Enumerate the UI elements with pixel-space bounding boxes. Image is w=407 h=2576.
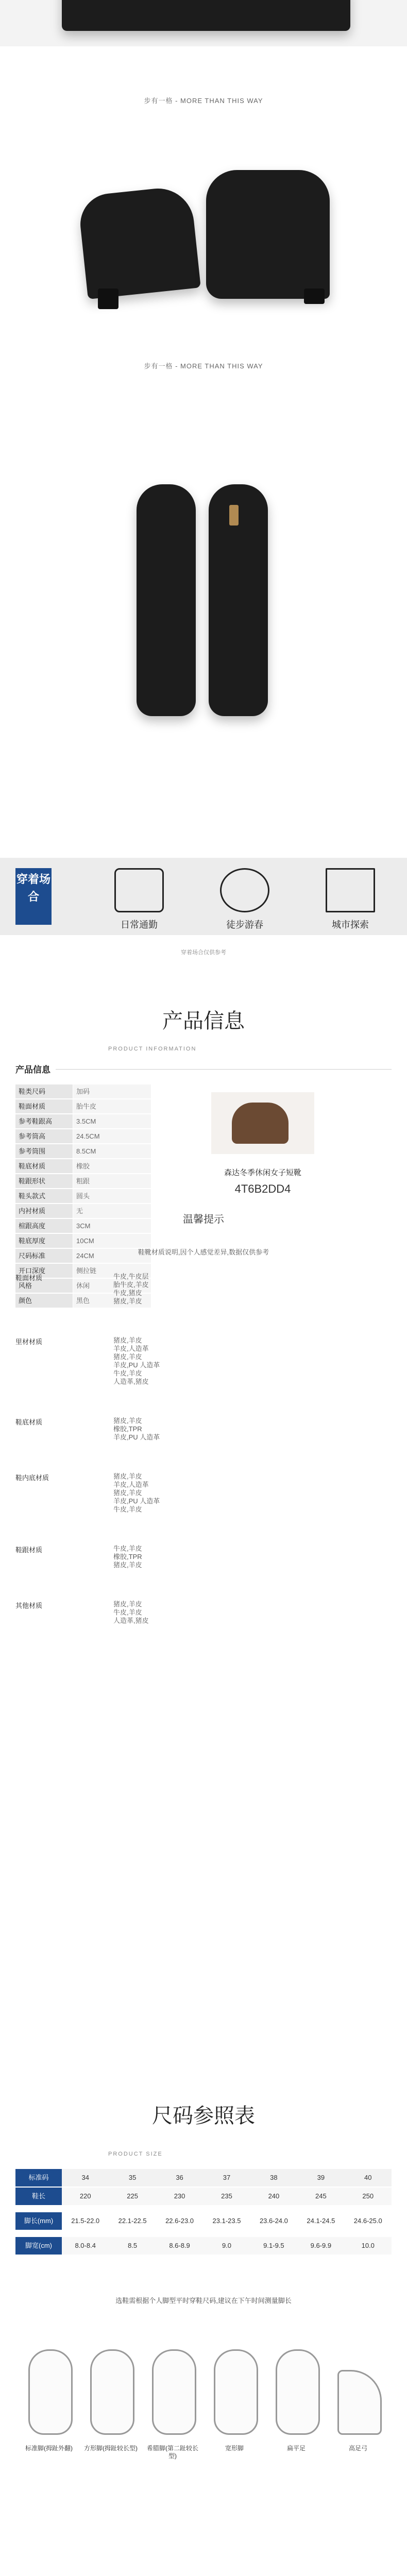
size-row-label: 鞋长 xyxy=(15,2188,62,2205)
info-value: 侧拉链 xyxy=(73,1264,151,1278)
foot-label: 方形脚(拇趾较长型) xyxy=(84,2445,138,2452)
size-cell: 8.6-8.9 xyxy=(156,2237,203,2255)
info-value: 无 xyxy=(73,1204,151,1218)
info-key: 鞋底材质 xyxy=(15,1159,73,1173)
foot-outline-icon xyxy=(28,2349,73,2435)
info-key: 开口深度 xyxy=(15,1264,73,1278)
info-row xyxy=(15,1114,149,1128)
material-line: 猪皮,羊皮 xyxy=(113,1417,142,1425)
material-line: 羊皮,人造革 xyxy=(113,1345,149,1352)
foot-label: 宽形脚 xyxy=(225,2445,244,2452)
info-value: 8.5CM xyxy=(73,1144,151,1158)
product-photo-3 xyxy=(0,402,407,809)
scenes-footnote: 穿着场合仅供参考 xyxy=(181,950,226,956)
info-key: 鞋底厚度 xyxy=(15,1234,73,1248)
size-cell: 245 xyxy=(297,2188,344,2205)
info-value: 胎牛皮 xyxy=(73,1099,151,1113)
material-line: 橡胶,TPR xyxy=(113,1425,142,1433)
travel-palm-icon xyxy=(220,868,269,912)
info-key: 参考鞋跟高 xyxy=(15,1114,73,1128)
material-category: 其他材质 xyxy=(15,1602,43,1609)
info-row xyxy=(15,1084,149,1098)
material-line: 胎牛皮,羊皮 xyxy=(113,1281,149,1289)
info-row xyxy=(15,1144,149,1158)
material-line: 猪皮,羊皮 xyxy=(113,1561,142,1569)
warm-intro: 鞋靴材质说明,因个人感觉差异,数据仅供参考 xyxy=(138,1248,269,1256)
size-table-subtitle: PRODUCT SIZE xyxy=(108,2151,163,2157)
material-line: 牛皮,牛皮层 xyxy=(113,1273,149,1280)
product-info-subtitle: PRODUCT INFORMATION xyxy=(108,1046,197,1052)
info-value: 加码 xyxy=(73,1084,151,1098)
product-thumb xyxy=(211,1092,314,1154)
material-line: 猪皮,羊皮 xyxy=(113,1489,142,1497)
info-row xyxy=(15,1234,149,1248)
info-value: 3.5CM xyxy=(73,1114,151,1128)
material-category: 鞋内底材质 xyxy=(15,1474,49,1482)
size-cell: 10.0 xyxy=(345,2237,392,2255)
foot-label: 希腊脚(第二趾较长型) xyxy=(147,2445,198,2460)
material-line: 羊皮,PU 人造革 xyxy=(113,1497,160,1505)
material-line: 人造革,猪皮 xyxy=(113,1378,149,1385)
info-row xyxy=(15,1129,149,1143)
foot-outline-icon xyxy=(152,2349,196,2435)
foot-outline-icon xyxy=(90,2349,134,2435)
material-line: 橡胶,TPR xyxy=(113,1553,142,1561)
size-row-label: 脚长(mm) xyxy=(15,2212,62,2230)
material-line: 羊皮,PU 人造革 xyxy=(113,1433,160,1441)
material-line: 羊皮,PU 人造革 xyxy=(113,1361,160,1369)
material-lines xyxy=(113,1417,160,1442)
scene-label: 日常通勤 xyxy=(121,920,158,930)
size-header-label: 标准码 xyxy=(15,2169,62,2187)
scenes-tag: 穿着场合 xyxy=(15,868,52,925)
size-cell: 24.6-25.0 xyxy=(345,2212,392,2230)
info-key: 颜色 xyxy=(15,1294,73,1308)
material-line: 猪皮,羊皮 xyxy=(113,1472,142,1480)
size-cell: 235 xyxy=(203,2188,250,2205)
material-lines xyxy=(113,1600,149,1625)
size-cell: 22.1-22.5 xyxy=(109,2212,156,2230)
foot-label: 扁平足 xyxy=(286,2445,306,2452)
info-row xyxy=(15,1159,149,1173)
material-line: 牛皮,羊皮 xyxy=(113,1369,142,1377)
size-cell: 250 xyxy=(345,2188,392,2205)
info-row xyxy=(15,1189,149,1203)
material-lines xyxy=(113,1545,142,1569)
material-category: 里材材质 xyxy=(15,1338,43,1346)
info-value: 10CM xyxy=(73,1234,151,1248)
size-cell: 8.5 xyxy=(109,2237,156,2255)
info-key: 内衬材质 xyxy=(15,1204,73,1218)
info-key: 鞋面材质 xyxy=(15,1099,73,1113)
scene-item-commute xyxy=(98,868,180,931)
info-key: 鞋类尺码 xyxy=(15,1084,73,1098)
size-header-cell: 34 xyxy=(62,2169,109,2187)
material-line: 猪皮,羊皮 xyxy=(113,1353,142,1361)
size-cell: 8.0-8.4 xyxy=(62,2237,109,2255)
info-value: 圆头 xyxy=(73,1189,151,1203)
product-info-title: 产品信息 xyxy=(162,1009,245,1033)
material-line: 牛皮,羊皮 xyxy=(113,1608,142,1616)
size-row-label: 脚宽(cm) xyxy=(15,2237,62,2255)
material-line: 牛皮,羊皮 xyxy=(113,1505,142,1513)
banner-tagline-2: 步有一格 - MORE THAN THIS WAY xyxy=(144,362,263,370)
info-value: 休闲 xyxy=(73,1279,151,1293)
size-header-cell: 37 xyxy=(203,2169,250,2187)
size-cell: 21.5-22.0 xyxy=(62,2212,109,2230)
info-key: 参考筒高 xyxy=(15,1129,73,1143)
size-cell: 23.1-23.5 xyxy=(203,2212,250,2230)
info-row xyxy=(15,1174,149,1188)
foot-outline-icon xyxy=(214,2349,258,2435)
product-info-label: 产品信息 xyxy=(15,1062,56,1075)
size-cell: 23.6-24.0 xyxy=(250,2212,297,2230)
info-key: 鞋跟形状 xyxy=(15,1174,73,1188)
size-cell: 9.6-9.9 xyxy=(297,2237,344,2255)
size-cell: 225 xyxy=(109,2188,156,2205)
size-header-cell: 35 xyxy=(109,2169,156,2187)
info-value: 粗跟 xyxy=(73,1174,151,1188)
material-lines xyxy=(113,1336,160,1386)
product-photo-1 xyxy=(0,0,407,46)
size-header-cell: 40 xyxy=(345,2169,392,2187)
foot-label: 高足弓 xyxy=(348,2445,367,2452)
foot-outline-icon xyxy=(337,2370,382,2435)
material-line: 人造革,猪皮 xyxy=(113,1617,149,1624)
scene-item-city xyxy=(309,868,392,931)
size-cell: 24.1-24.5 xyxy=(297,2212,344,2230)
material-line: 猪皮,羊皮 xyxy=(113,1336,142,1344)
material-line: 羊皮,人造革 xyxy=(113,1481,149,1488)
size-header-cell: 36 xyxy=(156,2169,203,2187)
info-key: 尺码标准 xyxy=(15,1249,73,1263)
material-line: 猪皮,羊皮 xyxy=(113,1600,142,1608)
info-value: 24.5CM xyxy=(73,1129,151,1143)
info-key: 风格 xyxy=(15,1279,73,1293)
scene-label: 徒步游春 xyxy=(226,920,263,930)
info-key: 楦跟高度 xyxy=(15,1219,73,1233)
warm-title: 温馨提示 xyxy=(183,1214,224,1225)
product-photo-2 xyxy=(0,134,407,335)
foot-outline-icon xyxy=(276,2349,320,2435)
info-value: 24CM xyxy=(73,1249,151,1263)
size-cell: 9.0 xyxy=(203,2237,250,2255)
size-cell: 22.6-23.0 xyxy=(156,2212,203,2230)
banner-tagline-1: 步有一格 - MORE THAN THIS WAY xyxy=(144,97,263,105)
material-lines xyxy=(113,1273,149,1306)
scene-item-travel xyxy=(204,868,286,931)
commute-desk-icon xyxy=(114,868,164,912)
info-row xyxy=(15,1099,149,1113)
size-cell: 220 xyxy=(62,2188,109,2205)
material-category: 鞋面材质 xyxy=(15,1274,43,1282)
product-name: 森达冬季休闲女子短靴 xyxy=(224,1168,301,1177)
info-key: 参考筒围 xyxy=(15,1144,73,1158)
size-table-title: 尺码参照表 xyxy=(152,2104,255,2128)
foot-label: 标准脚(拇趾外翻) xyxy=(25,2445,73,2452)
city-skyline-icon xyxy=(326,868,375,912)
size-cell: 230 xyxy=(156,2188,203,2205)
info-value: 黑色 xyxy=(73,1294,151,1308)
info-value: 3CM xyxy=(73,1219,151,1233)
size-note: 选鞋需根据个人脚型平时穿鞋尺码,建议在下午时间测量脚长 xyxy=(115,2297,292,2304)
size-header-cell: 38 xyxy=(250,2169,297,2187)
product-code: 4T6B2DD4 xyxy=(234,1182,291,1195)
scene-label: 城市探索 xyxy=(332,920,369,930)
material-lines xyxy=(113,1472,160,1514)
material-line: 猪皮,羊皮 xyxy=(113,1297,142,1305)
material-line: 牛皮,猪皮 xyxy=(113,1289,142,1297)
material-line: 牛皮,羊皮 xyxy=(113,1545,142,1552)
info-key: 鞋头款式 xyxy=(15,1189,73,1203)
info-value: 橡胶 xyxy=(73,1159,151,1173)
size-cell: 240 xyxy=(250,2188,297,2205)
material-category: 鞋跟材质 xyxy=(15,1546,43,1554)
material-category: 鞋底材质 xyxy=(15,1418,43,1426)
size-header-cell: 39 xyxy=(297,2169,344,2187)
size-cell: 9.1-9.5 xyxy=(250,2237,297,2255)
